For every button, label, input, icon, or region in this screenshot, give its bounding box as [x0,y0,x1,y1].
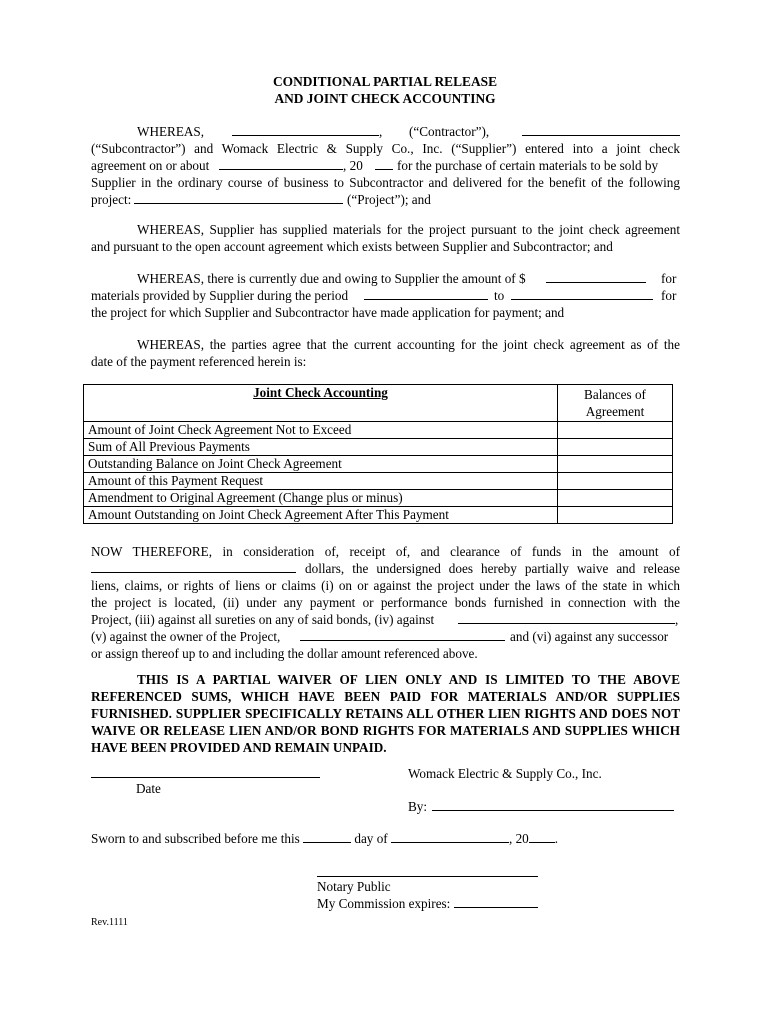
amount-due-field[interactable] [546,270,646,283]
now-therefore-line-5: Project, (iii) against all sureties on any of said bonds, (iv) against [91,612,435,627]
balances-header-line-1: Balances of [584,387,646,402]
notary-public-label: Notary Public [317,879,391,894]
table-row [84,490,673,507]
row-label: Amount of this Payment Request [84,473,558,490]
owner-name-field[interactable] [300,628,505,641]
for-word: for [661,271,677,286]
table-row [84,439,673,456]
table-header-balances [558,385,673,422]
commission-expires-field[interactable] [454,895,538,908]
day-of-text: day of [354,831,388,846]
company-name: Womack Electric & Supply Co., Inc. [408,766,602,781]
contractor-label: (“Contractor”), [409,124,490,139]
whereas-2-line-1: WHEREAS, Supplier has supplied materials for the project pursuant to the joint check agreement [137,222,680,237]
whereas-1-line-2: (“Subcontractor”) and Womack Electric & Supply Co., Inc. (“Supplier”) entered into a joint check [91,141,680,156]
now-therefore-line-1: NOW THEREFORE, in consideration of, receipt of, and clearance of funds in the amount of [91,544,680,559]
waiver-line-1: THIS IS A PARTIAL WAIVER OF LIEN ONLY AND IS LIMITED TO THE ABOVE [137,672,680,687]
title-line-2: AND JOINT CHECK ACCOUNTING [274,91,496,106]
waiver-line-4: WAIVE OR RELEASE LIEN AND/OR BOND RIGHTS FOR MATERIALS AND SUPPLIES WHICH [91,723,680,738]
whereas-1-line-3-end: for the purchase of certain materials to be sold by [397,158,659,173]
whereas-4-line-1: WHEREAS, the parties agree that the current accounting for the joint check agreement as of the [137,337,680,352]
waiver-line-3: FURNISHED. SUPPLIER SPECIFICALLY RETAINS ALL OTHER LIEN RIGHTS AND DOES NOT [91,706,680,721]
whereas-paragraph-4 [91,336,680,370]
project-quote: (“Project”); and [347,192,431,207]
release-amount-field[interactable] [91,560,296,573]
sworn-year-field[interactable] [529,830,555,843]
balance-cell[interactable] [558,490,673,507]
sworn-line [91,830,558,847]
against-party-field[interactable] [458,611,675,624]
balance-cell[interactable] [558,473,673,490]
waiver-line-5: HAVE BEEN PROVIDED AND REMAIN UNPAID. [91,740,387,755]
joint-check-accounting-table [83,384,673,524]
project-name-field[interactable] [134,191,343,204]
to-word: to [494,288,505,303]
row-label: Outstanding Balance on Joint Check Agreement [84,456,558,473]
row-label: Amount Outstanding on Joint Check Agreement After This Payment [84,507,558,524]
period-label: materials provided by Supplier during the period [91,288,349,303]
whereas-paragraph-1 [91,123,680,208]
whereas-1-line-4: Supplier in the ordinary course of business to Subcontractor and delivered for the benefit of the following [91,175,680,190]
table-row [84,507,673,524]
row-label: Sum of All Previous Payments [84,439,558,456]
period-end-field[interactable] [511,287,653,300]
sworn-month-field[interactable] [391,830,509,843]
balance-cell[interactable] [558,439,673,456]
whereas-2-line-2: and pursuant to the open account agreement which exists between Supplier and Subcontractor; and [91,239,613,254]
year-prefix: , 20 [343,158,363,173]
now-therefore-line-7: or assign thereof up to and including the dollar amount referenced above. [91,646,478,661]
commission-line [317,895,538,912]
whereas-3-line-3: the project for which Supplier and Subcontractor have made application for payment; and [91,305,565,320]
waiver-line-2: REFERENCED SUMS, WHICH HAVE BEEN PAID FOR MATERIALS AND/OR SUPPLIES [91,689,680,704]
project-label: project: [91,192,132,207]
sworn-year-prefix: , 20 [508,831,529,846]
now-therefore-line-3: liens, claims, or rights of liens or claims (i) on or against the project under the laws of the state in which [91,578,680,593]
now-therefore-paragraph [91,543,680,662]
revision-number: Rev.1111 [91,917,128,928]
sworn-day-field[interactable] [303,830,351,843]
whereas-paragraph-3 [91,270,680,321]
now-therefore-line-2: dollars, the undersigned does hereby partially waive and release [305,561,680,576]
date-label: Date [136,781,161,796]
whereas-1-word: WHEREAS, [137,124,205,139]
contractor-name-field[interactable] [232,123,379,136]
table-row [84,456,673,473]
notary-signature-line[interactable] [317,876,538,877]
balance-cell[interactable] [558,422,673,439]
waiver-paragraph [91,671,680,756]
document-title [0,73,770,107]
balance-cell[interactable] [558,456,673,473]
agreement-year-field[interactable] [375,157,393,170]
whereas-4-line-2: date of the payment referenced herein is: [91,354,307,369]
subcontractor-name-field[interactable] [522,123,680,136]
agreement-date-label: agreement on or about [91,158,210,173]
amount-due-label: WHEREAS, there is currently due and owing to Supplier the amount of $ [137,271,526,286]
for-word-2: for [661,288,677,303]
commission-expires-label: My Commission expires: [317,896,451,911]
row-label: Amendment to Original Agreement (Change plus or minus) [84,490,558,507]
successor-text: and (vi) against any successor [510,629,669,644]
whereas-paragraph-2 [91,221,680,255]
comma-2: , [675,612,679,627]
row-label: Amount of Joint Check Agreement Not to Exceed [84,422,558,439]
period: . [554,831,559,846]
balances-header-line-2: Agreement [585,404,645,419]
sworn-text: Sworn to and subscribed before me this [91,831,300,846]
table-row [84,422,673,439]
period-start-field[interactable] [364,287,488,300]
by-label: By: [408,799,428,814]
by-signature-line[interactable] [432,810,674,811]
now-therefore-line-4: the project is located, (ii) under any payment or performance bonds furnished in connection with the [91,595,680,610]
balance-cell[interactable] [558,507,673,524]
title-line-1: CONDITIONAL PARTIAL RELEASE [273,74,497,89]
table-header-accounting: Joint Check Accounting [84,385,558,422]
owner-label: (v) against the owner of the Project, [91,629,281,644]
date-signature-line[interactable] [91,777,320,778]
agreement-date-field[interactable] [219,157,343,170]
comma: , [379,124,383,139]
table-row [84,473,673,490]
